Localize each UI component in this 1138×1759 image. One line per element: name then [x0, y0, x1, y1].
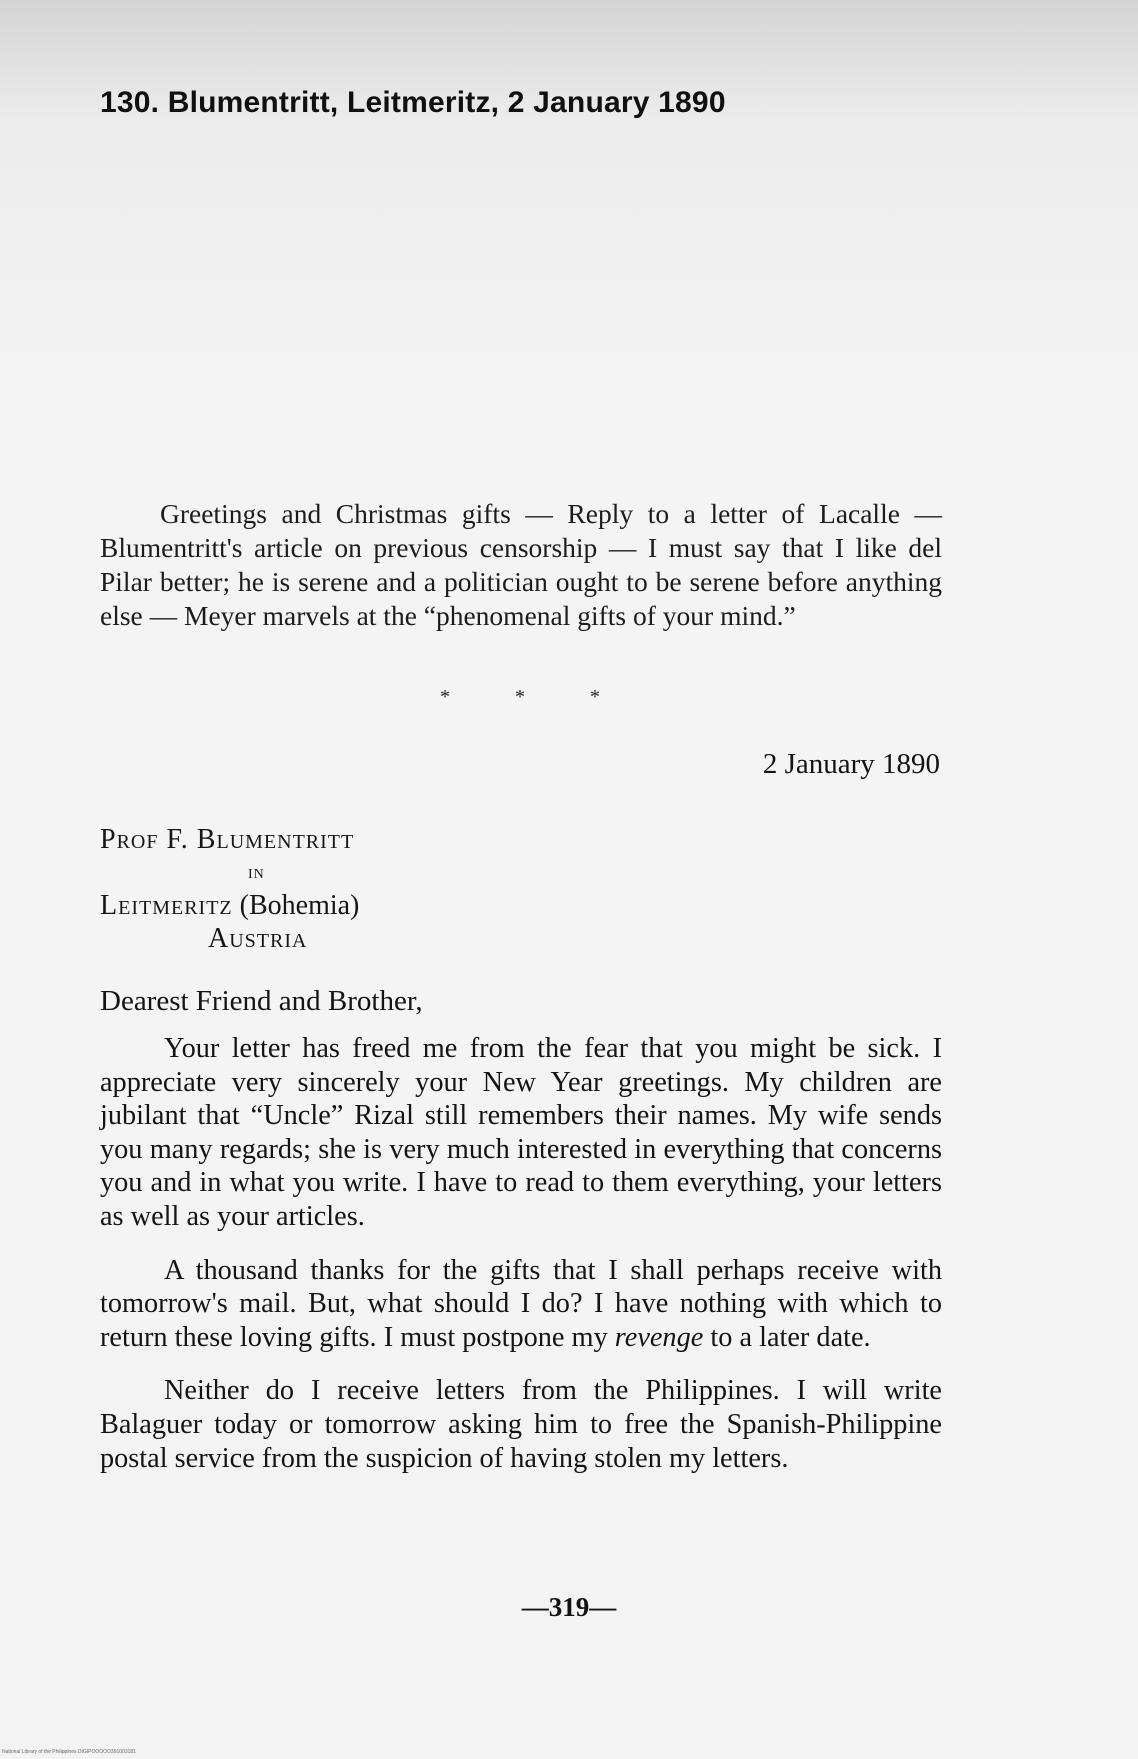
- italic-word: revenge: [614, 1321, 704, 1353]
- letter-heading: 130. Blumentritt, Leitmeritz, 2 January 1890: [100, 86, 726, 119]
- separator-asterisk: *: [440, 686, 450, 708]
- address-in: in: [248, 861, 265, 883]
- salutation: Dearest Friend and Brother,: [100, 985, 423, 1017]
- scan-credit: National Library of the Philippines DIGIPOOOOO391003181: [2, 1749, 136, 1755]
- body-paragraph-text: A thousand thanks for the gifts that I shall perhaps receive with tomorrow's mail. But, what should I do? I have nothing with which to return these loving gifts. I must postpone my: [100, 1254, 942, 1353]
- separator-asterisk: *: [515, 686, 525, 708]
- address-country: Austria: [208, 923, 308, 954]
- body-paragraph-tail: to a later date.: [703, 1321, 871, 1353]
- letter-date: 2 January 1890: [762, 748, 940, 780]
- address-block: [100, 823, 359, 955]
- body-paragraph: Neither do I receive letters from the Philippines. I will write Balaguer today or tomorrow asking him to free the Spanish-Philippine postal service from the suspicion of having stolen my letters.: [100, 1375, 942, 1474]
- body-paragraph: Your letter has freed me from the fear that you might be sick. I appreciate very sincerely your New Year greetings. My children are jubilant that “Uncle” Rizal still remembers their names. My wife sends you many regards; she is very much interested in everything that concerns you and in what you write. I have to read to them everything, your letters as well as your articles.: [100, 1033, 942, 1232]
- address-city-line: [100, 889, 359, 922]
- address-region: (Bohemia): [239, 890, 360, 921]
- separator-asterisk: *: [590, 686, 600, 708]
- body-paragraph: [100, 1254, 942, 1355]
- address-name: Prof F. Blumentritt: [100, 824, 355, 855]
- page-number: —319—: [521, 1592, 617, 1622]
- letter-body: [100, 1032, 942, 1495]
- section-separator: [440, 686, 600, 709]
- address-city: Leitmeritz: [100, 890, 233, 921]
- letter-summary: Greetings and Christmas gifts — Reply to a letter of Lacalle — Blumentritt's article on previous censorship — I must say that I like del Pilar better; he is serene and a politician ought to be serene before anything else — Meyer marvels at the “phenomenal gifts of your mind.”: [100, 498, 942, 631]
